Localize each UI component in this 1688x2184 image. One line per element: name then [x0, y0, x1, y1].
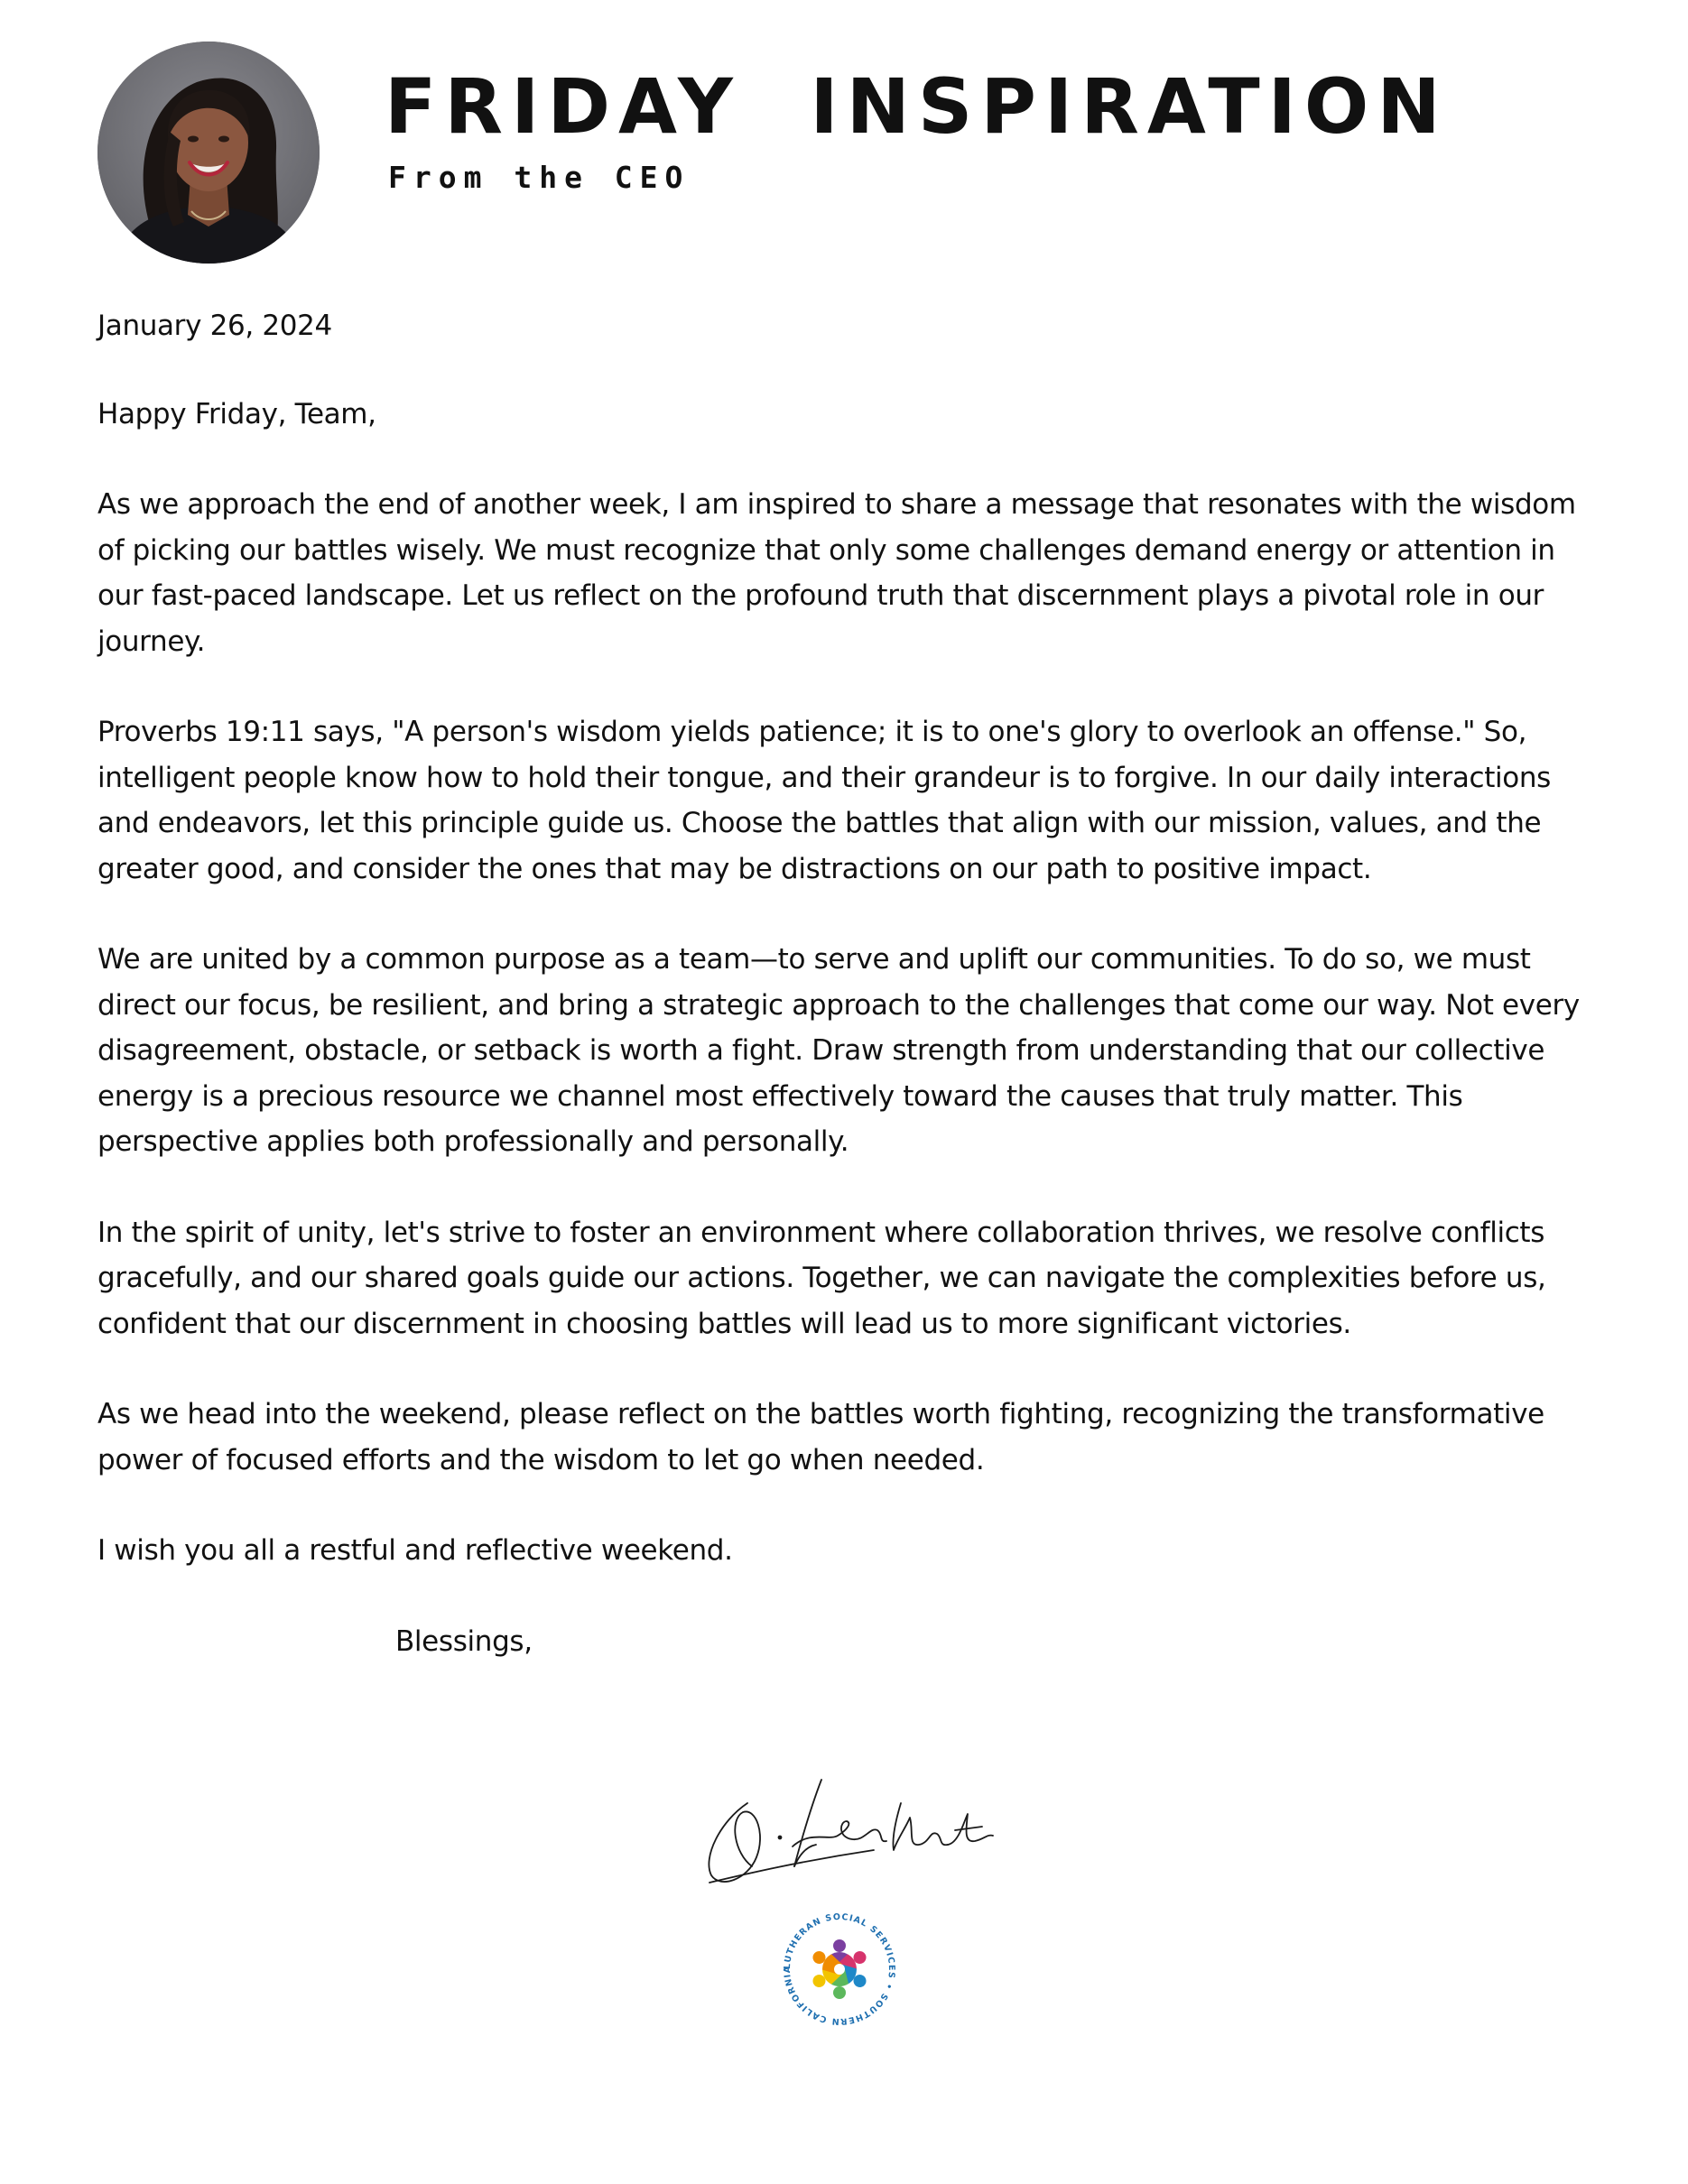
letter-paragraph: We are united by a common purpose as a team—to serve and uplift our communities. To do so, we must direct our focus, be resilient, and bring a strategic approach to the challenges that come our way. Not every disagreement, obstacle, or setback is worth a fight. Draw strength from understanding that our collective energy is a precious resource we channel most effectively toward the causes that truly matter. This perspective applies both professionally and personally. — [97, 943, 1580, 1158]
letter-greeting: Happy Friday, Team, — [97, 397, 376, 430]
letter-body — [97, 303, 1596, 1709]
page-subtitle: From the CEO — [388, 160, 691, 195]
letter-closing: Blessings, — [395, 1624, 533, 1658]
svg-text:LUTHERAN SOCIAL SERVICES • SOU: LUTHERAN SOCIAL SERVICES • SOUTHERN CALIFORNIA — [782, 1911, 897, 2027]
signature-icon — [693, 1767, 1000, 1902]
organization-seal — [776, 1906, 903, 2032]
letter-date: January 26, 2024 — [97, 310, 332, 342]
portrait-photo-icon — [97, 42, 320, 264]
letter-header — [97, 42, 1632, 267]
letter-paragraph: In the spirit of unity, let's strive to foster an environment where collaboration thrives, we resolve conflicts gracefully, and our shared goals guide our actions. Together, we can navigate the complexities before us, confident that our discernment in choosing battles will lead us to more significant victories. — [97, 1216, 1546, 1340]
ceo-portrait — [97, 42, 320, 264]
lutheran-social-services-logo-icon — [776, 1906, 903, 2032]
letter-paragraph: As we head into the weekend, please reflect on the battles worth fighting, recognizing the transformative power of focused efforts and the wisdom to let go when needed. — [97, 1398, 1544, 1476]
letter-paragraph: As we approach the end of another week, I am inspired to share a message that resonates with the wisdom of picking our battles wisely. We must recognize that only some challenges demand energy or attention in our fast-paced landscape. Let us reflect on the profound truth that discernment plays a pivotal role in our journey. — [97, 488, 1576, 658]
letter-paragraph: Proverbs 19:11 says, "A person's wisdom yields patience; it is to one's glory to overlook an offense." So, intelligent people know how to hold their tongue, and their grandeur is to forgive. In our daily interactions and endeavors, let this principle guide us. Choose the battles that align with our mission, values, and the greater good, and consider the ones that may be distractions on our path to positive impact. — [97, 716, 1551, 885]
letter-paragraph: I wish you all a restful and reflective weekend. — [97, 1534, 733, 1567]
page-title: FRIDAY INSPIRATION — [385, 62, 1449, 151]
signature — [693, 1767, 1000, 1902]
